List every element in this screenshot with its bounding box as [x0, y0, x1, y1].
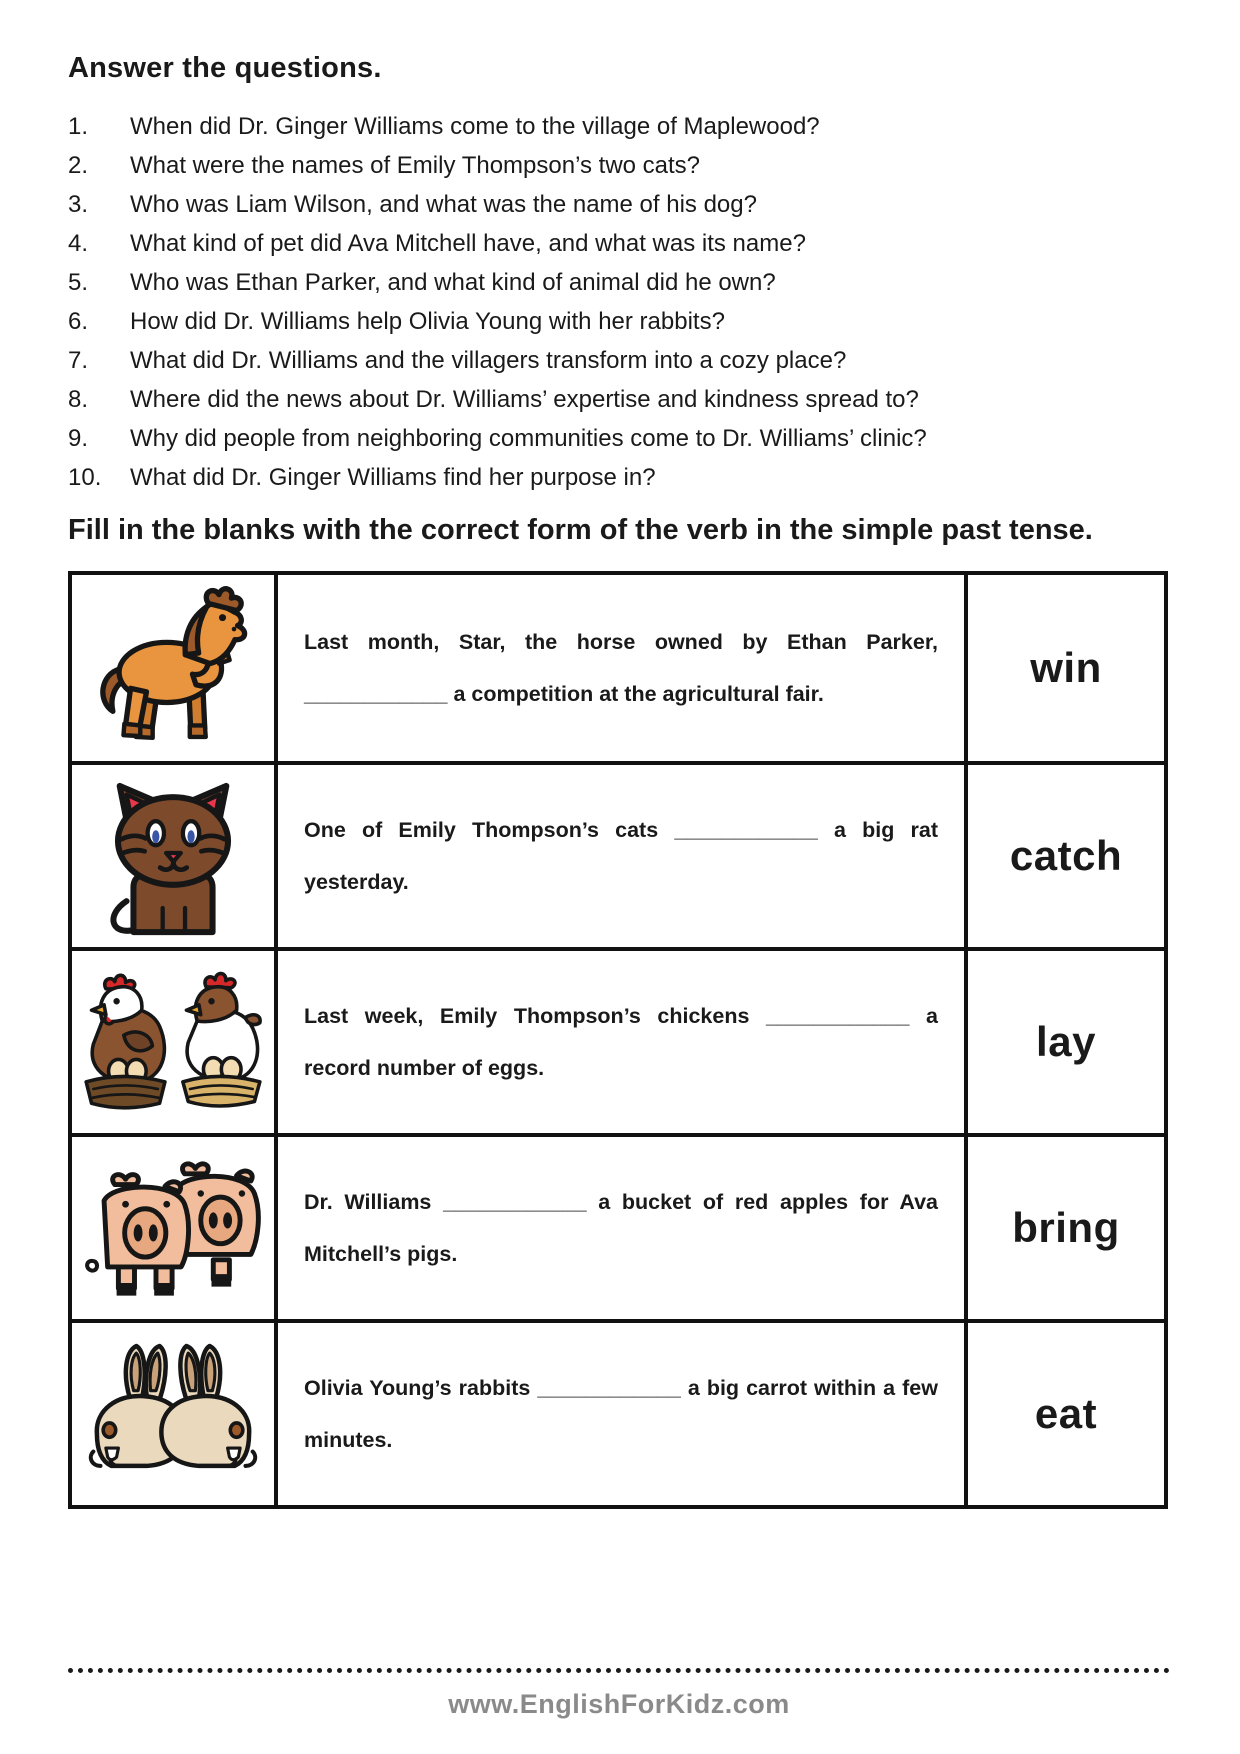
question-text: What were the names of Emily Thompson’s two cats? — [130, 152, 701, 179]
website-url: www.EnglishForKidz.com — [448, 1689, 790, 1719]
animal-image-cell — [72, 1323, 278, 1505]
question-item — [68, 380, 1170, 419]
section-title-fill-blanks: Fill in the blanks with the correct form of the verb in the simple past tense. — [68, 514, 1093, 546]
verb-cell — [964, 765, 1164, 947]
question-text: What did Dr. Ginger Williams find her purpose in? — [130, 464, 656, 491]
question-item — [68, 224, 1170, 263]
table-row — [72, 947, 1164, 1133]
table-row — [72, 1133, 1164, 1319]
question-text: When did Dr. Ginger Williams come to the village of Maplewood? — [130, 113, 820, 140]
chickens-image — [79, 963, 267, 1121]
question-number: 2. — [68, 152, 89, 179]
cat-image — [87, 772, 259, 940]
pigs-image — [79, 1153, 267, 1303]
verb-cell — [964, 575, 1164, 761]
verb-cell — [964, 1323, 1164, 1505]
question-text: Who was Ethan Parker, and what kind of animal did he own? — [130, 269, 776, 296]
question-text: Why did people from neighboring communities come to Dr. Williams’ clinic? — [130, 425, 927, 452]
table-row — [72, 1319, 1164, 1505]
question-number: 7. — [68, 347, 89, 374]
fill-blank-sentence: Olivia Young’s rabbits ____________ a big carrot within a few minutes. — [304, 1376, 938, 1452]
table-row — [72, 575, 1164, 761]
question-number: 1. — [68, 113, 89, 140]
question-number: 9. — [68, 425, 89, 452]
dotted-divider — [68, 1668, 1170, 1673]
sentence-cell — [278, 1323, 964, 1505]
question-item — [68, 302, 1170, 341]
question-item — [68, 341, 1170, 380]
verb-label: win — [1030, 644, 1102, 691]
question-text: Where did the news about Dr. Williams’ expertise and kindness spread to? — [130, 386, 919, 413]
fill-blank-sentence: One of Emily Thompson’s cats ____________ a big rat yesterday. — [304, 818, 938, 894]
fill-blank-sentence: Last month, Star, the horse owned by Ethan Parker, ____________ a competition at the agricultural fair. — [304, 630, 938, 706]
question-text: What did Dr. Williams and the villagers transform into a cozy place? — [130, 347, 847, 374]
question-item — [68, 263, 1170, 302]
fill-blank-table — [68, 571, 1168, 1509]
question-number: 6. — [68, 308, 89, 335]
question-item — [68, 458, 1170, 497]
question-number: 5. — [68, 269, 89, 296]
question-text: What kind of pet did Ava Mitchell have, and what was its name? — [130, 230, 806, 257]
question-number: 8. — [68, 386, 89, 413]
animal-image-cell — [72, 575, 278, 761]
question-item — [68, 419, 1170, 458]
rabbits-image — [79, 1338, 267, 1490]
verb-label: catch — [1009, 832, 1123, 879]
verb-cell — [964, 951, 1164, 1133]
animal-image-cell — [72, 765, 278, 947]
fill-blank-sentence: Dr. Williams ____________ a bucket of red apples for Ava Mitchell’s pigs. — [304, 1190, 938, 1266]
question-number: 4. — [68, 230, 89, 257]
question-number: 3. — [68, 191, 89, 218]
section-title-answer-questions: Answer the questions. — [68, 52, 382, 84]
sentence-cell — [278, 575, 964, 761]
fill-blank-sentence: Last week, Emily Thompson’s chickens ____________ a record number of eggs. — [304, 1004, 938, 1080]
verb-cell — [964, 1137, 1164, 1319]
question-text: How did Dr. Williams help Olivia Young with her rabbits? — [130, 308, 725, 335]
sentence-cell — [278, 765, 964, 947]
question-text: Who was Liam Wilson, and what was the name of his dog? — [130, 191, 757, 218]
verb-label: lay — [1036, 1018, 1096, 1065]
question-number: 10. — [68, 464, 102, 491]
sentence-cell — [278, 1137, 964, 1319]
animal-image-cell — [72, 1137, 278, 1319]
question-item — [68, 146, 1170, 185]
sentence-cell — [278, 951, 964, 1133]
verb-label: eat — [1034, 1390, 1098, 1437]
table-row — [72, 761, 1164, 947]
question-item — [68, 185, 1170, 224]
question-item — [68, 107, 1170, 146]
page-footer — [68, 1668, 1170, 1720]
question-list — [68, 107, 1170, 497]
horse-image — [84, 584, 262, 752]
verb-label: bring — [1012, 1204, 1120, 1251]
animal-image-cell — [72, 951, 278, 1133]
